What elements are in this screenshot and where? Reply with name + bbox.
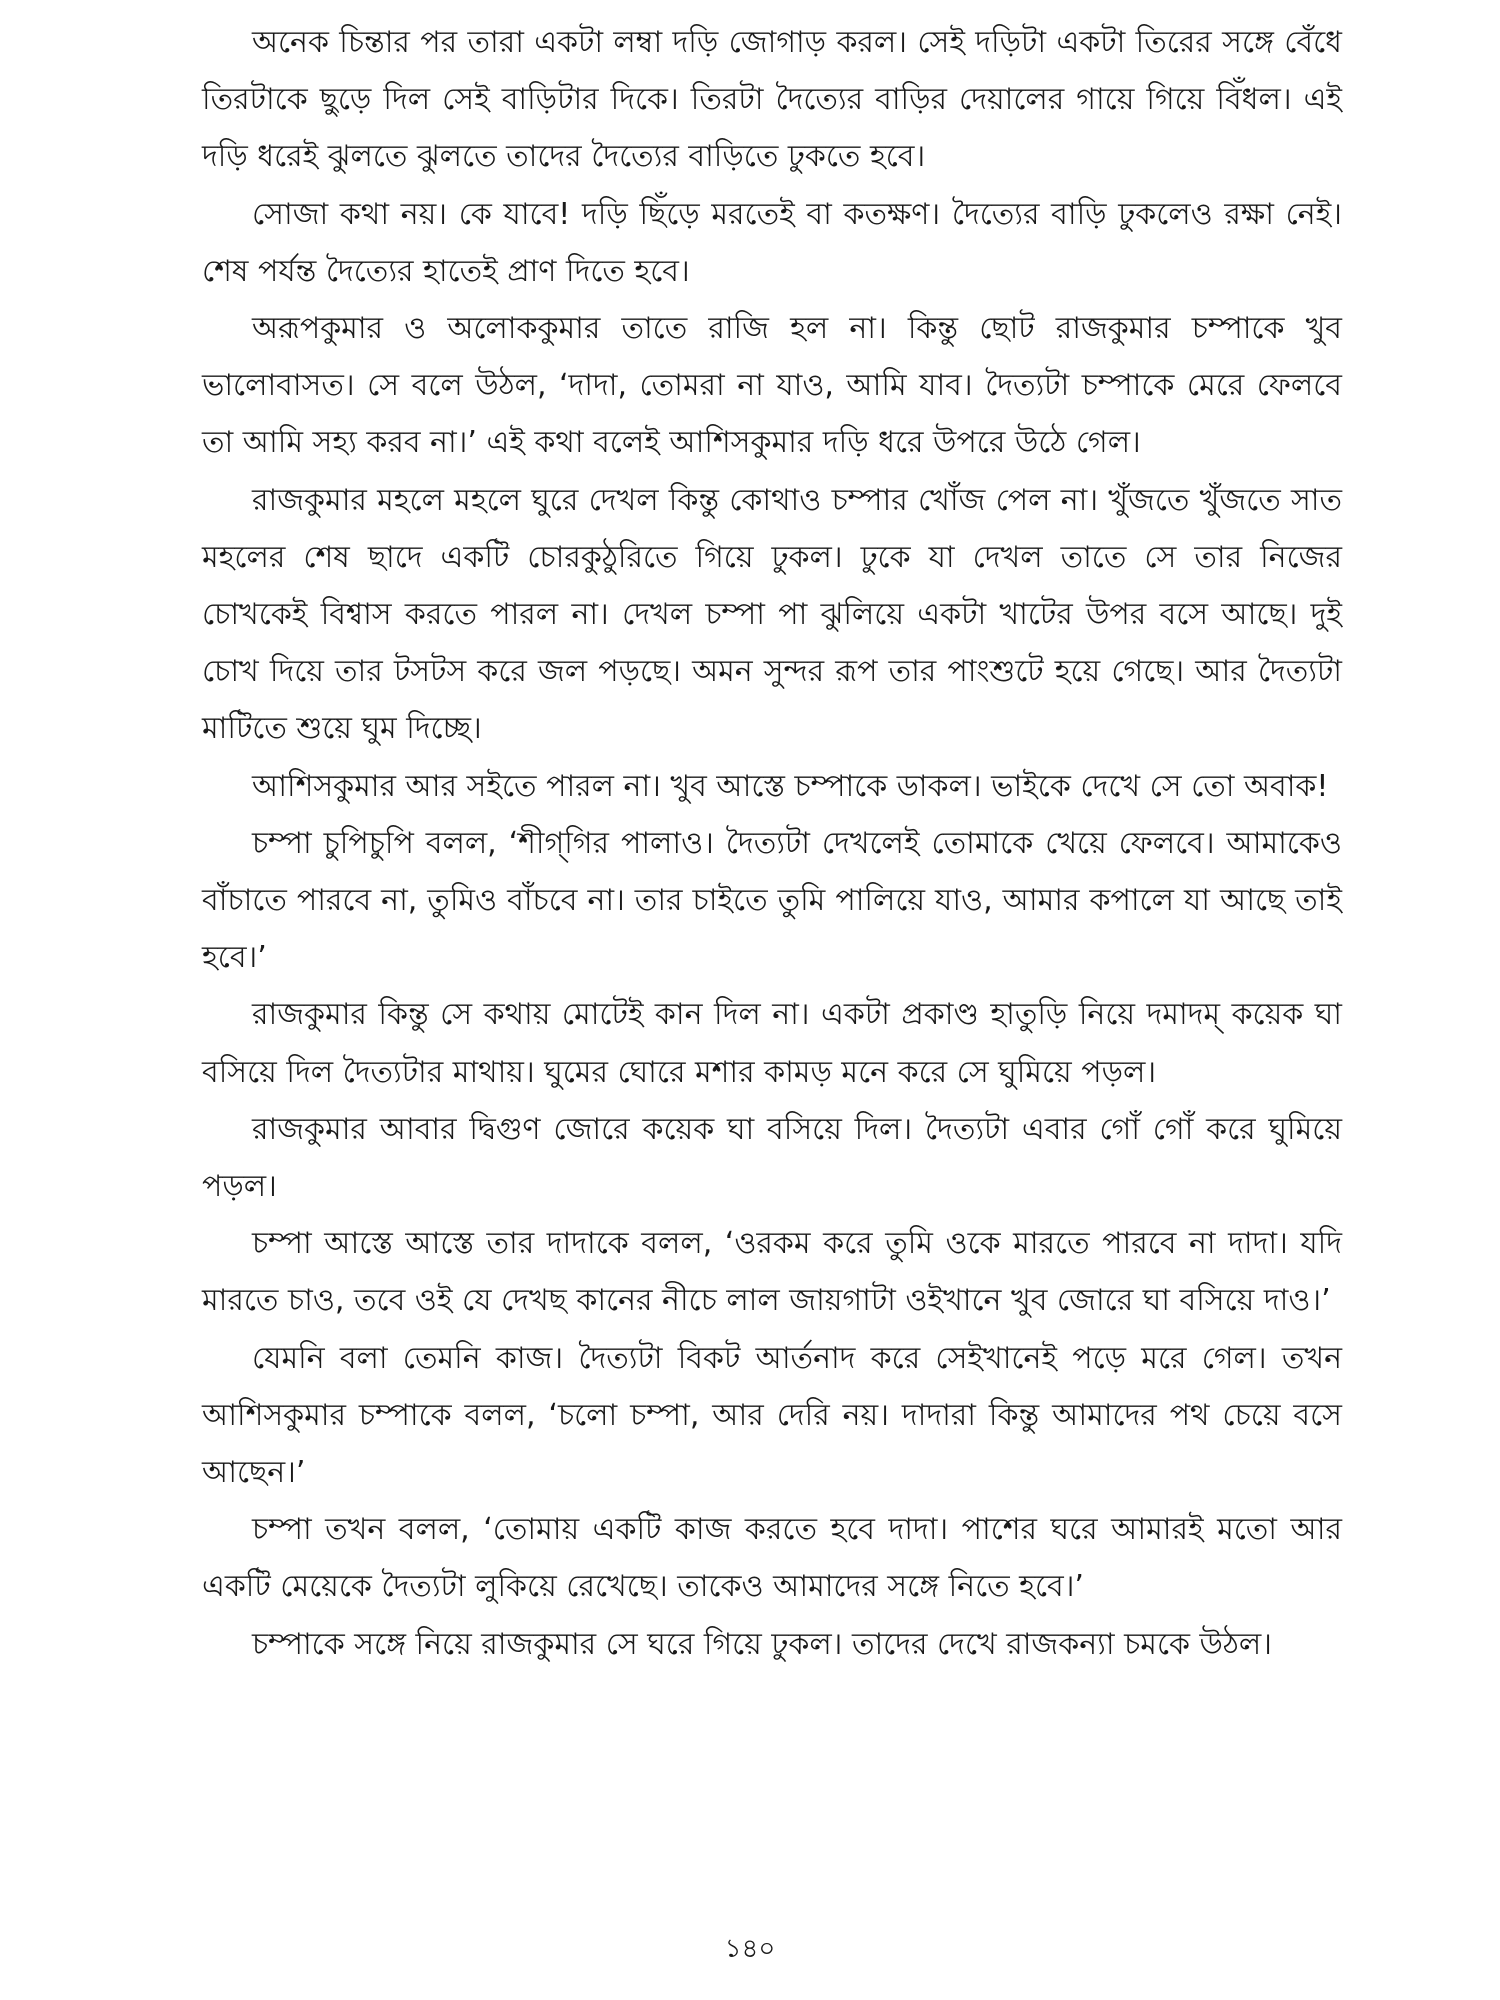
story-text xyxy=(202,14,1342,1673)
paragraph-12: চম্পাকে সঙ্গে নিয়ে রাজকুমার সে ঘরে গিয়ে ঢুকল। তাদের দেখে রাজকন্যা চমকে উঠল। xyxy=(252,1626,1273,1662)
paragraph-8: রাজকুমার আবার দ্বিগুণ জোরে কয়েক ঘা বসিয়ে দিল। দৈত্যটা এবার গোঁ গোঁ করে ঘুমিয়ে পড়ল। xyxy=(202,1111,1342,1205)
paragraph-5: আশিসকুমার আর সইতে পারল না। খুব আস্তে চম্পাকে ডাকল। ভাইকে দেখে সে তো অবাক! xyxy=(252,768,1329,804)
paragraph-10: যেমনি বলা তেমনি কাজ। দৈত্যটা বিকট আর্তনাদ করে সেইখানেই পড়ে মরে গেল। তখন আশিসকুমার চম্পাকে বলল, ‘চলো চম্পা, আর দেরি নয়। দাদারা কিন্তু আমাদের পথ চেয়ে বসে আছেন।’ xyxy=(202,1340,1342,1491)
paragraph-7: রাজকুমার কিন্তু সে কথায় মোটেই কান দিল না। একটা প্রকাণ্ড হাতুড়ি নিয়ে দমাদম্ কয়েক ঘা বসিয়ে দিল দৈত্যটার মাথায়। ঘুমের ঘোরে মশার কামড় মনে করে সে ঘুমিয়ে পড়ল। xyxy=(202,997,1342,1090)
paragraph-9: চম্পা আস্তে আস্তে তার দাদাকে বলল, ‘ওরকম করে তুমি ওকে মারতে পারবে না দাদা। যদি মারতে চাও, তবে ওই যে দেখছ কানের নীচে লাল জায়গাটা ওইখানে খুব জোরে ঘা বসিয়ে দাও।’ xyxy=(202,1226,1342,1319)
paragraph-2: সোজা কথা নয়। কে যাবে! দড়ি ছিঁড়ে মরতেই বা কতক্ষণ। দৈত্যের বাড়ি ঢুকলেও রক্ষা নেই। শেষ পর্যন্ত দৈত্যের হাতেই প্রাণ দিতে হবে। xyxy=(202,196,1342,289)
paragraph-6: চম্পা চুপিচুপি বলল, ‘শীগ্‌গির পালাও। দৈত্যটা দেখলেই তোমাকে খেয়ে ফেলবে। আমাকেও বাঁচাতে পারবে না, তুমিও বাঁচবে না। তার চাইতে তুমি পালিয়ে যাও, আমার কপালে যা আছে তাই হবে।’ xyxy=(202,825,1342,976)
paragraph-1: অনেক চিন্তার পর তারা একটা লম্বা দড়ি জোগাড় করল। সেই দড়িটা একটা তিরের সঙ্গে বেঁধে তিরটাকে ছুড়ে দিল সেই বাড়িটার দিকে। তিরটা দৈত্যের বাড়ির দেয়ালের গায়ে গিয়ে বিঁধল। এই দড়ি ধরেই ঝুলতে ঝুলতে তাদের দৈত্যের বাড়িতে ঢুকতে হবে। xyxy=(202,25,1342,175)
paragraph-3: অরূপকুমার ও অলোককুমার তাতে রাজি হল না। কিন্তু ছোট রাজকুমার চম্পাকে খুব ভালোবাসত। সে বলে উঠল, ‘দাদা, তোমরা না যাও, আমি যাব। দৈত্যটা চম্পাকে মেরে ফেলবে তা আমি সহ্য করব না।’ এই কথা বলেই আশিসকুমার দড়ি ধরে উপরে উঠে গেল। xyxy=(202,311,1342,461)
page-number: ১৪০ xyxy=(724,1934,776,1964)
paragraph-4: রাজকুমার মহলে মহলে ঘুরে দেখল কিন্তু কোথাও চম্পার খোঁজ পেল না। খুঁজতে খুঁজতে সাত মহলের শেষ ছাদে একটি চোরকুঠুরিতে গিয়ে ঢুকল। ঢুকে যা দেখল তাতে সে তার নিজের চোখকেই বিশ্বাস করতে পারল না। দেখল চম্পা পা ঝুলিয়ে একটা খাটের উপর বসে আছে। দুই চোখ দিয়ে তার টসটস করে জল পড়ছে। অমন সুন্দর রূপ তার পাংশুটে হয়ে গেছে। আর দৈত্যটা মাটিতে শুয়ে ঘুম দিচ্ছে। xyxy=(202,482,1342,747)
paragraph-11: চম্পা তখন বলল, ‘তোমায় একটি কাজ করতে হবে দাদা। পাশের ঘরে আমারই মতো আর একটি মেয়েকে দৈত্যটা লুকিয়ে রেখেছে। তাকেও আমাদের সঙ্গে নিতে হবে।’ xyxy=(202,1512,1342,1605)
